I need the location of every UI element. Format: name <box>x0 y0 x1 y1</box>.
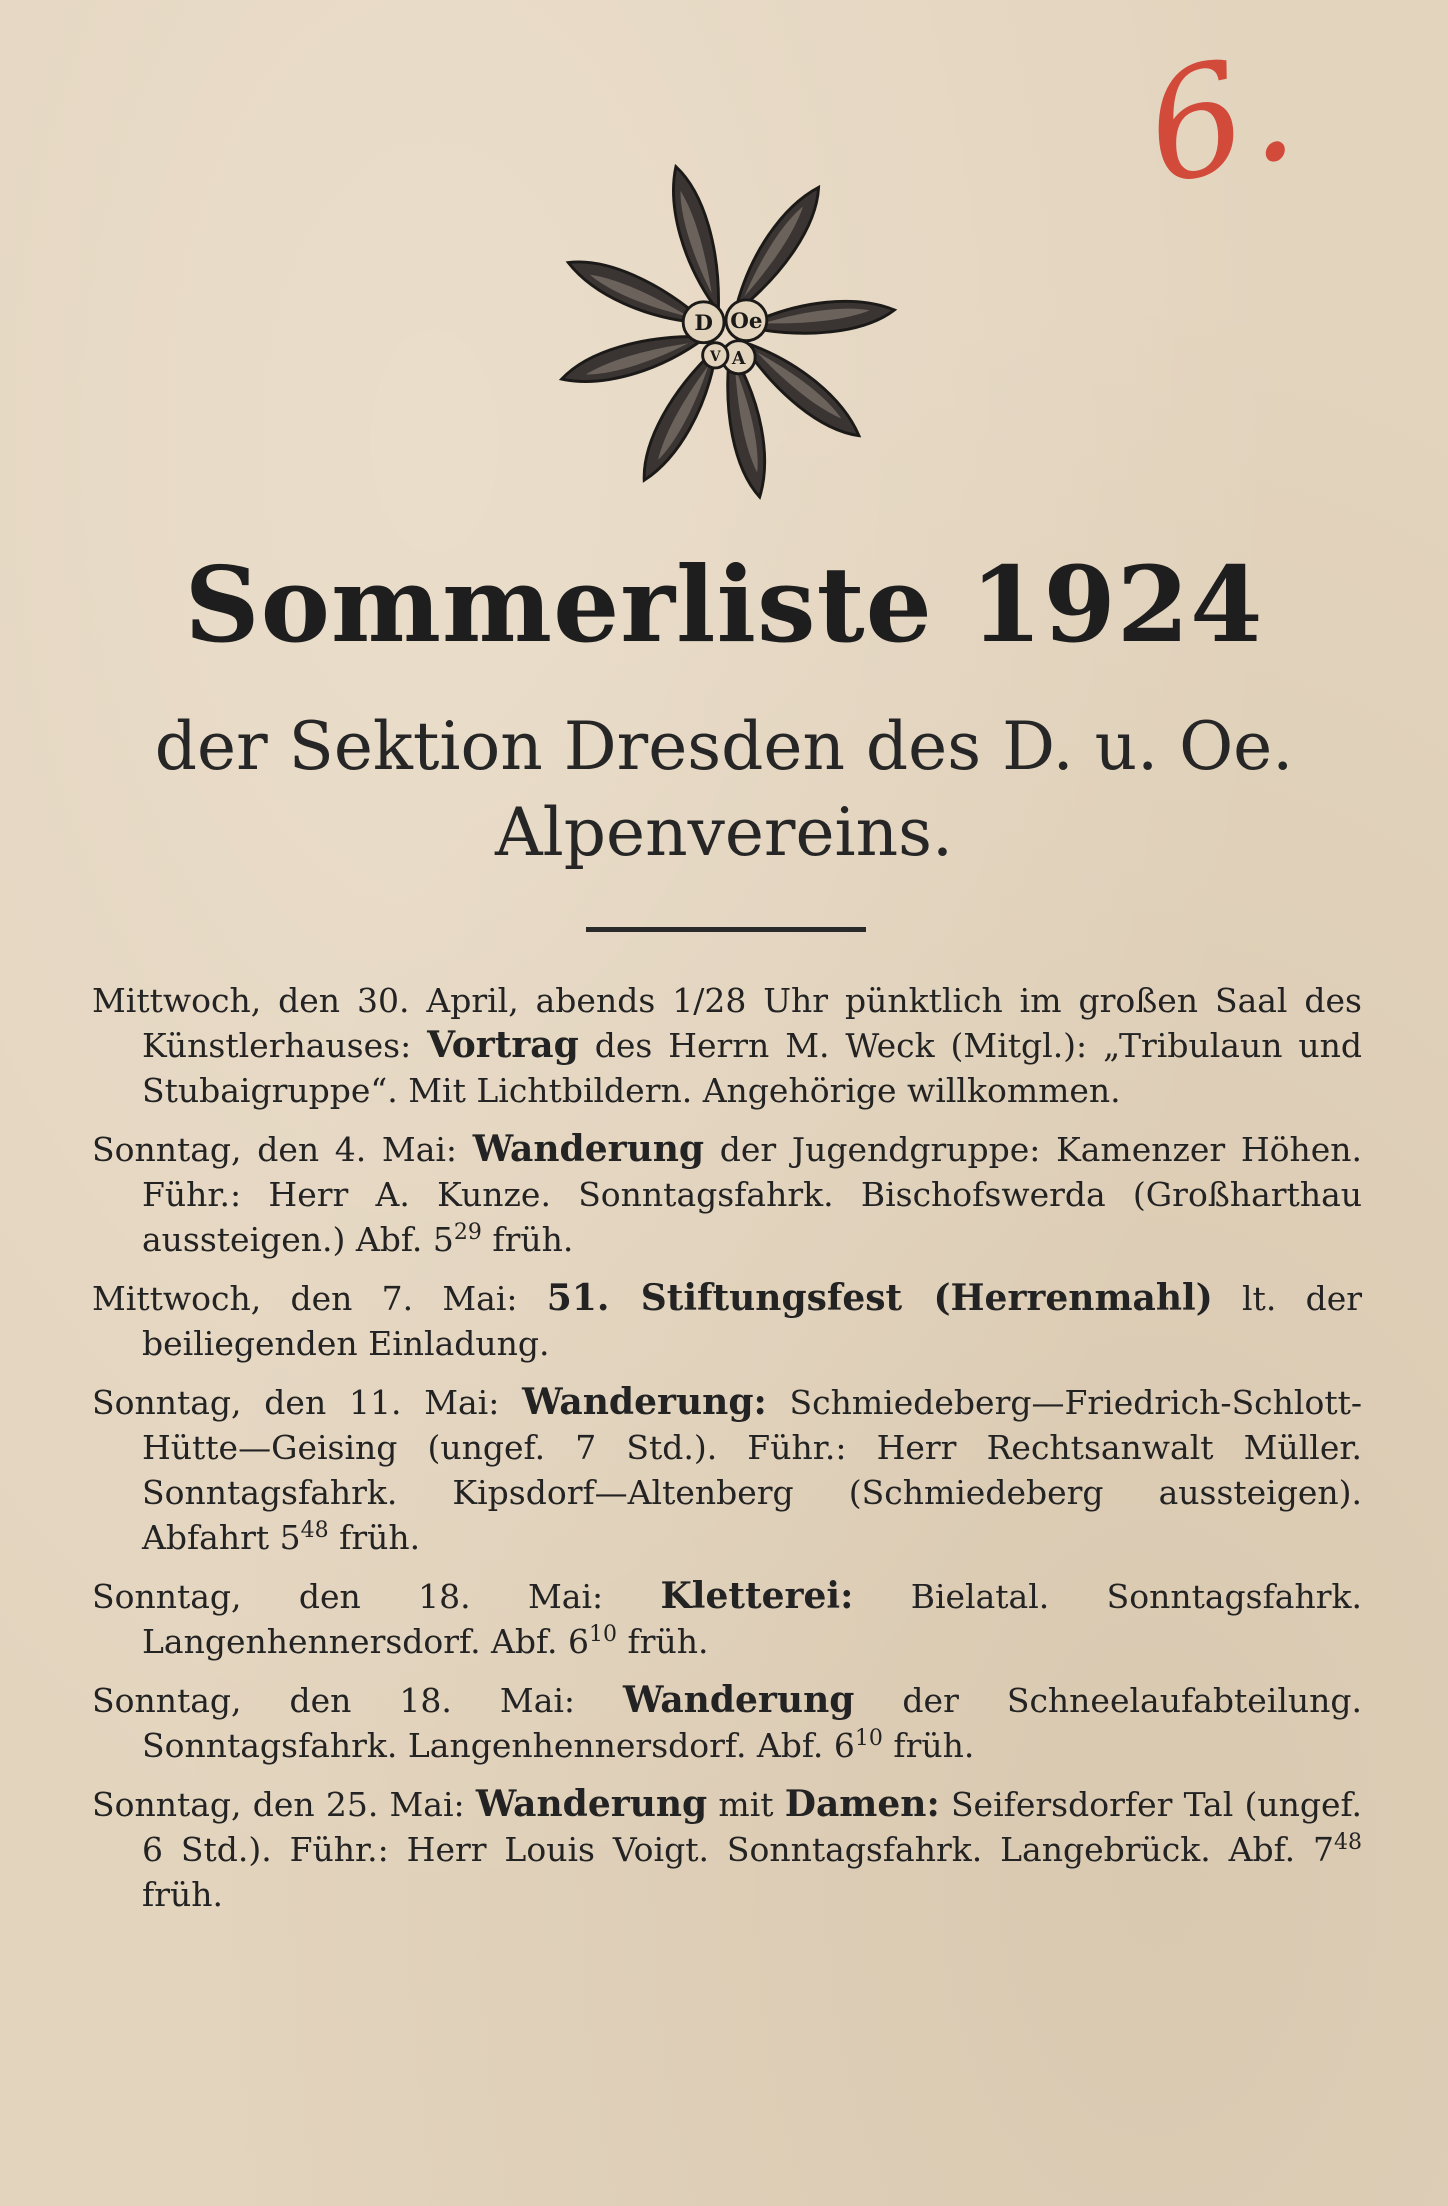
event-entry: Sonntag, den 11. Mai: Wanderung: Schmiedeberg—Friedrich-Schlott-Hütte—Geising (ungef. 7 Std.). Führ.: Herr Rechtsanwalt Müller. Sonntagsfahrk. Kipsdorf—Altenberg (Schmiedeberg aussteigen). Abfahrt $5^{48}$ früh. <box>92 1381 1363 1557</box>
event-type: Wanderung <box>623 1679 855 1721</box>
subtitle-line-1: der Sektion Dresden des D. u. Oe. <box>154 708 1294 785</box>
departure-minutes: 48 <box>300 1518 329 1543</box>
departure-minutes: 10 <box>854 1726 883 1751</box>
event-list <box>92 978 1362 1931</box>
event-entry: Sonntag, den 4. Mai: Wanderung der Jugendgruppe: Kamenzer Höhen. Führ.: Herr A. Kunze. Sonntagsfahrk. Bischofswerda (Großharthau aussteigen.) Abf. $5^{29}$ früh. <box>92 1128 1362 1259</box>
event-type: Wanderung <box>472 1128 705 1170</box>
time-fraction: 1/28 <box>672 981 747 1020</box>
emblem-letter-v: V <box>709 349 721 366</box>
event-type: Vortrag <box>427 1024 579 1066</box>
departure-minutes: 29 <box>453 1220 482 1245</box>
subtitle <box>0 704 1448 876</box>
departure-minutes: 10 <box>589 1622 618 1647</box>
subtitle-line-2: Alpenvereins. <box>494 793 953 871</box>
divider-rule <box>586 927 866 932</box>
folio-number: 6. <box>1131 19 1308 219</box>
edelweiss-petals <box>558 163 896 500</box>
event-type: Wanderung: <box>522 1381 767 1423</box>
event-entry: Mittwoch, den 30. April, abends 1/28 Uhr pünktlich im großen Saal des Künstlerhauses: Vortrag des Herrn M. Weck (Mitgl.): „Tribulaun und Stubaigruppe“. Mit Lichtbildern. Angehörige willkommen. <box>92 981 1362 1110</box>
event-entry: Sonntag, den 18. Mai: Wanderung der Schneelaufabteilung. Sonntagsfahrk. Langenhennersdorf. Abf. $6^{10}$ früh. <box>92 1679 1363 1765</box>
event-type-secondary: Damen: <box>784 1783 940 1825</box>
event-type: 51. Stiftungsfest (Herrenmahl) <box>546 1277 1213 1319</box>
event-type: Kletterei: <box>660 1575 854 1617</box>
edelweiss-emblem <box>530 150 920 510</box>
departure-minutes: 48 <box>1334 1830 1362 1855</box>
event-type: Wanderung <box>475 1783 708 1825</box>
event-entry: Mittwoch, den 7. Mai: 51. Stiftungsfest (Herrenmahl) lt. der beiliegenden Einladung. <box>92 1277 1362 1363</box>
emblem-letter-oe: Oe <box>730 309 763 335</box>
event-entry: Sonntag, den 18. Mai: Kletterei: Bielatal. Sonntagsfahrk. Langenhennersdorf. Abf. $6^{10}$ früh. <box>92 1575 1362 1661</box>
page-title: Sommerliste 1924 <box>184 543 1264 666</box>
emblem-letter-a: A <box>731 349 746 370</box>
emblem-letter-d: D <box>694 311 713 336</box>
event-entry: Sonntag, den 25. Mai: Wanderung mit Damen: Seifersdorfer Tal (ungef. 6 Std.). Führ.: Herr Louis Voigt. Sonntagsfahrk. Langebrück. Abf. $7^{48}$ früh. <box>92 1783 1363 1914</box>
